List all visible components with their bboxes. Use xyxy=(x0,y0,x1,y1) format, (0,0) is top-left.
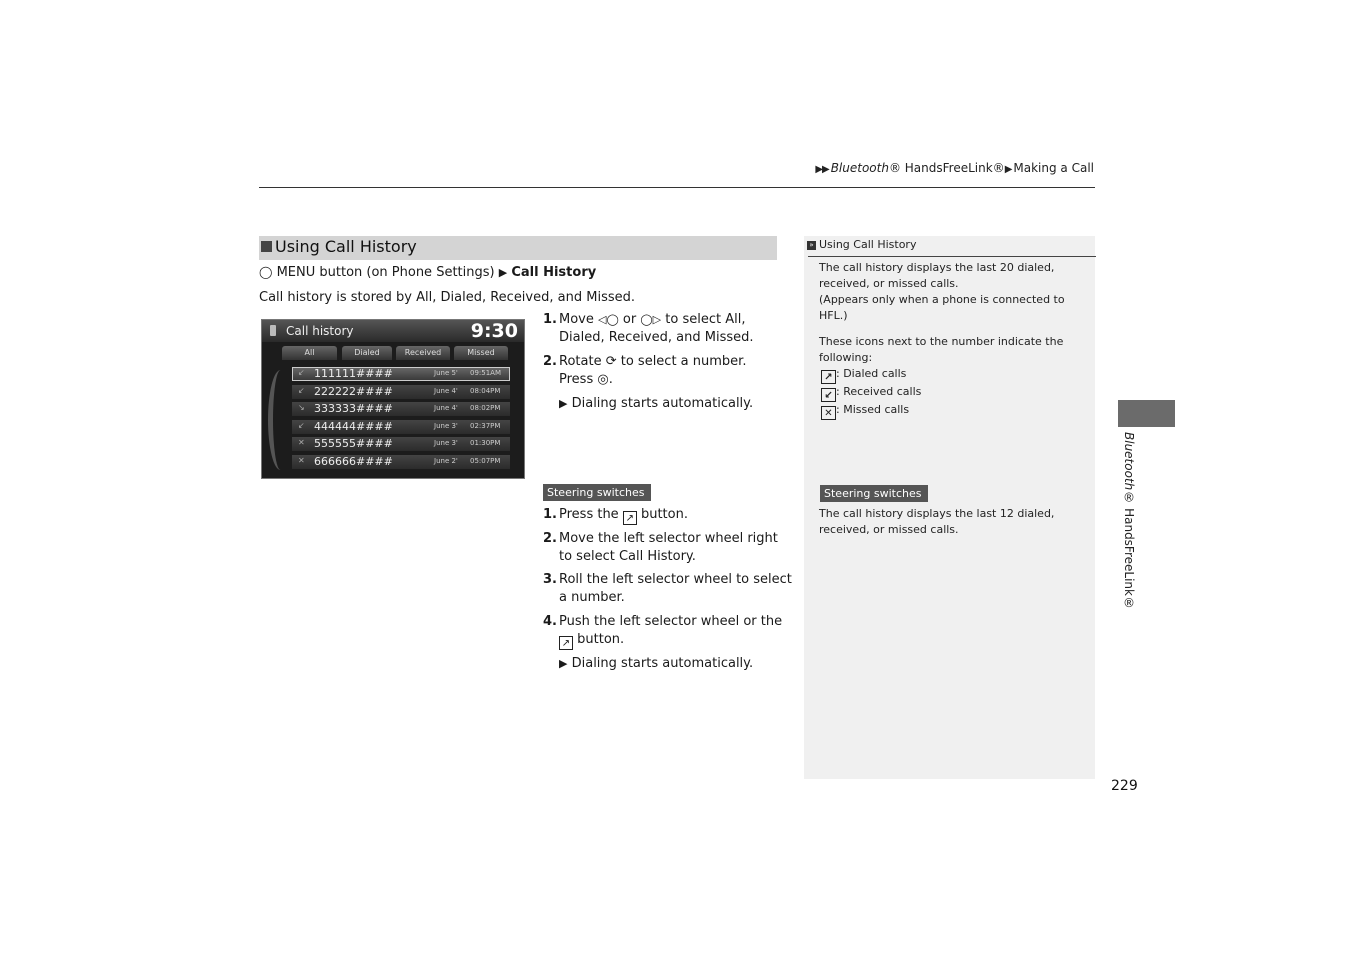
screen-rows xyxy=(292,366,510,471)
sidebar-heading: » Using Call History xyxy=(807,238,916,251)
icon-legend: ↗ : Dialed calls ↙ : Received calls ✕ : Missed calls xyxy=(821,366,1081,420)
move-right-icon: ◯▷ xyxy=(640,313,662,326)
step-b4: 4. Push the left selector wheel or the ↗ button. xyxy=(543,614,783,649)
header-rule xyxy=(259,187,1095,188)
tab-dialed: Dialed xyxy=(342,346,392,360)
list-item: ↘ 333333#### June 4' 08:02PM xyxy=(292,401,510,419)
missed-call-icon: ✕ xyxy=(821,406,836,420)
step-a2: 2. Rotate ⟳ to select a number. Press ◎. xyxy=(543,354,747,387)
chapter-tab-label: Bluetooth® HandsFreeLink® xyxy=(1122,432,1136,610)
breadcrumb-bluetooth: Bluetooth xyxy=(830,161,889,175)
sidebar-paragraph-1: The call history displays the last 20 dialed, received, or missed calls. (Appears only when a phone is connected to HFL.) xyxy=(819,261,1065,322)
press-knob-icon: ◎ xyxy=(597,372,609,387)
screen-clock: 9:30 xyxy=(470,320,518,342)
square-bullet-icon xyxy=(261,241,272,252)
sidebar-paragraph-2: These icons next to the number indicate the following: xyxy=(819,335,1064,364)
step-a-result: ▶ Dialing starts automatically. xyxy=(559,396,754,411)
sidebar-paragraph-3: The call history displays the last 12 dialed, received, or missed calls. xyxy=(819,507,1055,536)
list-item: ✕ 555555#### June 3' 01:30PM xyxy=(292,436,510,454)
section-title: Using Call History xyxy=(275,237,417,256)
phone-button-icon: ↗ xyxy=(559,636,573,650)
screen-header xyxy=(262,320,524,342)
dialed-call-icon: ↗ xyxy=(821,370,836,384)
steering-switches-label: Steering switches xyxy=(543,484,651,501)
move-left-icon: ◁◯ xyxy=(598,313,619,326)
note-marker-icon: » xyxy=(807,241,816,250)
screen-title: Call history xyxy=(286,324,354,338)
stored-line: Call history is stored by All, Dialed, Received, and Missed. xyxy=(259,290,635,305)
menu-path-target: Call History xyxy=(511,265,597,280)
list-item: ↙ 444444#### June 3' 02:37PM xyxy=(292,419,510,437)
sidebar-rule xyxy=(808,256,1096,257)
triangle-right-icon: ▶ xyxy=(559,397,568,410)
home-button-icon: ◯ xyxy=(259,265,273,279)
step-b-result: ▶ Dialing starts automatically. xyxy=(559,656,754,671)
chapter-tab xyxy=(1118,400,1175,427)
step-b3: 3. Roll the left selector wheel to select a number. xyxy=(543,572,792,605)
section-header xyxy=(259,236,777,260)
step-b1: 1. Press the ↗ button. xyxy=(543,507,688,524)
screen-tabs xyxy=(282,346,522,360)
call-history-screen xyxy=(261,319,525,479)
rotate-knob-icon: ⟳ xyxy=(605,354,617,369)
selector-arc xyxy=(268,370,293,470)
list-item: ↙ 222222#### June 4' 08:04PM xyxy=(292,384,510,402)
notes-sidebar xyxy=(804,236,1095,779)
step-b2: 2. Move the left selector wheel right to select Call History. xyxy=(543,531,778,564)
list-item: ↙ 111111#### June 5' 09:51AM xyxy=(292,366,510,384)
menu-path-prefix: MENU button (on Phone Settings) xyxy=(276,265,495,280)
phone-button-icon: ↗ xyxy=(623,511,637,525)
triangle-right-icon: ▶▶ xyxy=(815,164,829,175)
breadcrumb xyxy=(815,161,1094,175)
menu-path xyxy=(259,265,596,280)
triangle-right-icon: ▶ xyxy=(1004,164,1012,175)
sidebar-steering-switches-label: Steering switches xyxy=(820,485,928,502)
step-a1: 1. Move ◁◯ or ◯▷ to select All, Dialed, Received, and Missed. xyxy=(543,312,754,345)
triangle-right-icon: ▶ xyxy=(559,657,568,670)
phone-icon xyxy=(270,325,276,336)
received-call-icon: ↙ xyxy=(821,388,836,402)
page-number: 229 xyxy=(1111,778,1138,794)
tab-all: All xyxy=(282,346,337,360)
tab-received: Received xyxy=(396,346,450,360)
triangle-right-icon: ▶ xyxy=(498,266,508,279)
tab-missed: Missed xyxy=(454,346,508,360)
breadcrumb-handsfreelink: ® HandsFreeLink® xyxy=(888,161,1005,175)
breadcrumb-making-a-call: Making a Call xyxy=(1013,161,1094,175)
list-item: ✕ 666666#### June 2' 05:07PM xyxy=(292,454,510,472)
